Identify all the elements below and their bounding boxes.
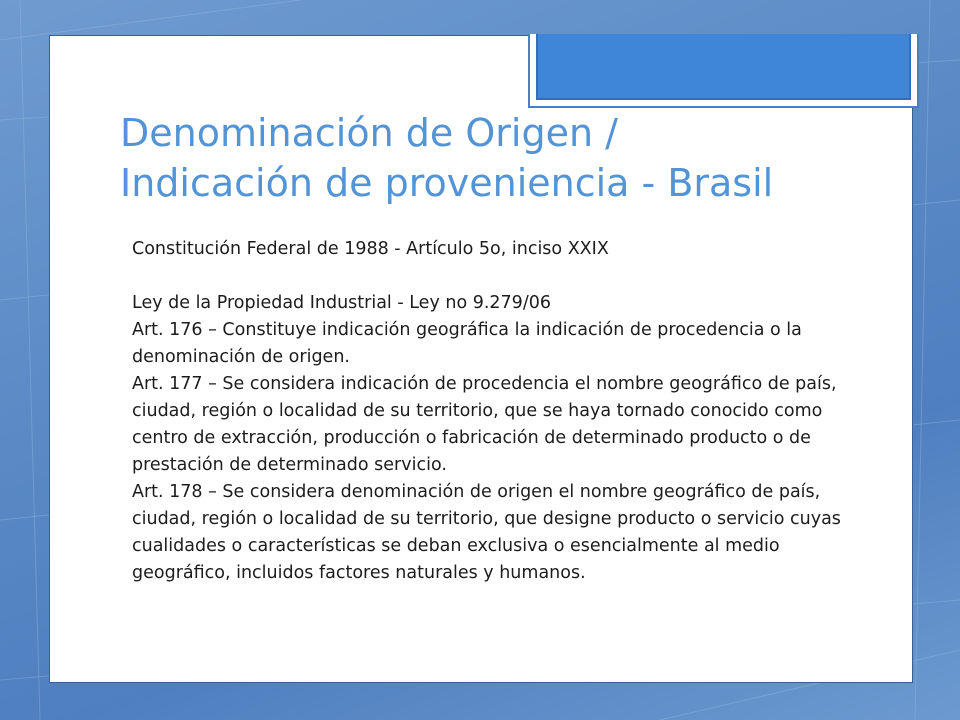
slide-body: [132, 236, 852, 587]
title-line-2: Indicación de proveniencia - Brasil: [120, 161, 774, 205]
accent-box: [528, 34, 919, 108]
paragraph-art-177: Art. 177 – Se considera indicación de procedencia el nombre geográfico de país, ciudad, región o localidad de su territorio, que se haya tornado conocido como centro de extracción, producción o fabricación de determinado producto o de prestación de determinado servicio.: [132, 374, 837, 475]
slide-title: [120, 108, 920, 208]
paragraph-art-178: Art. 178 – Se considera denominación de origen el nombre geográfico de país, ciudad, región o localidad de su territorio, que designe producto o servicio cuyas cualidades o características se deban exclusiva o esencialmente al medio geográfico, incluidos factores naturales y humanos.: [132, 482, 841, 583]
accent-box-fill: [536, 34, 911, 100]
paragraph-constitution: Constitución Federal de 1988 - Artículo 5o, inciso XXIX: [132, 239, 609, 259]
title-line-1: Denominación de Origen /: [120, 111, 618, 155]
paragraph-art-176: Art. 176 – Constituye indicación geográfica la indicación de procedencia o la denominación de origen.: [132, 320, 802, 367]
paragraph-law: Ley de la Propiedad Industrial - Ley no 9.279/06: [132, 293, 551, 313]
